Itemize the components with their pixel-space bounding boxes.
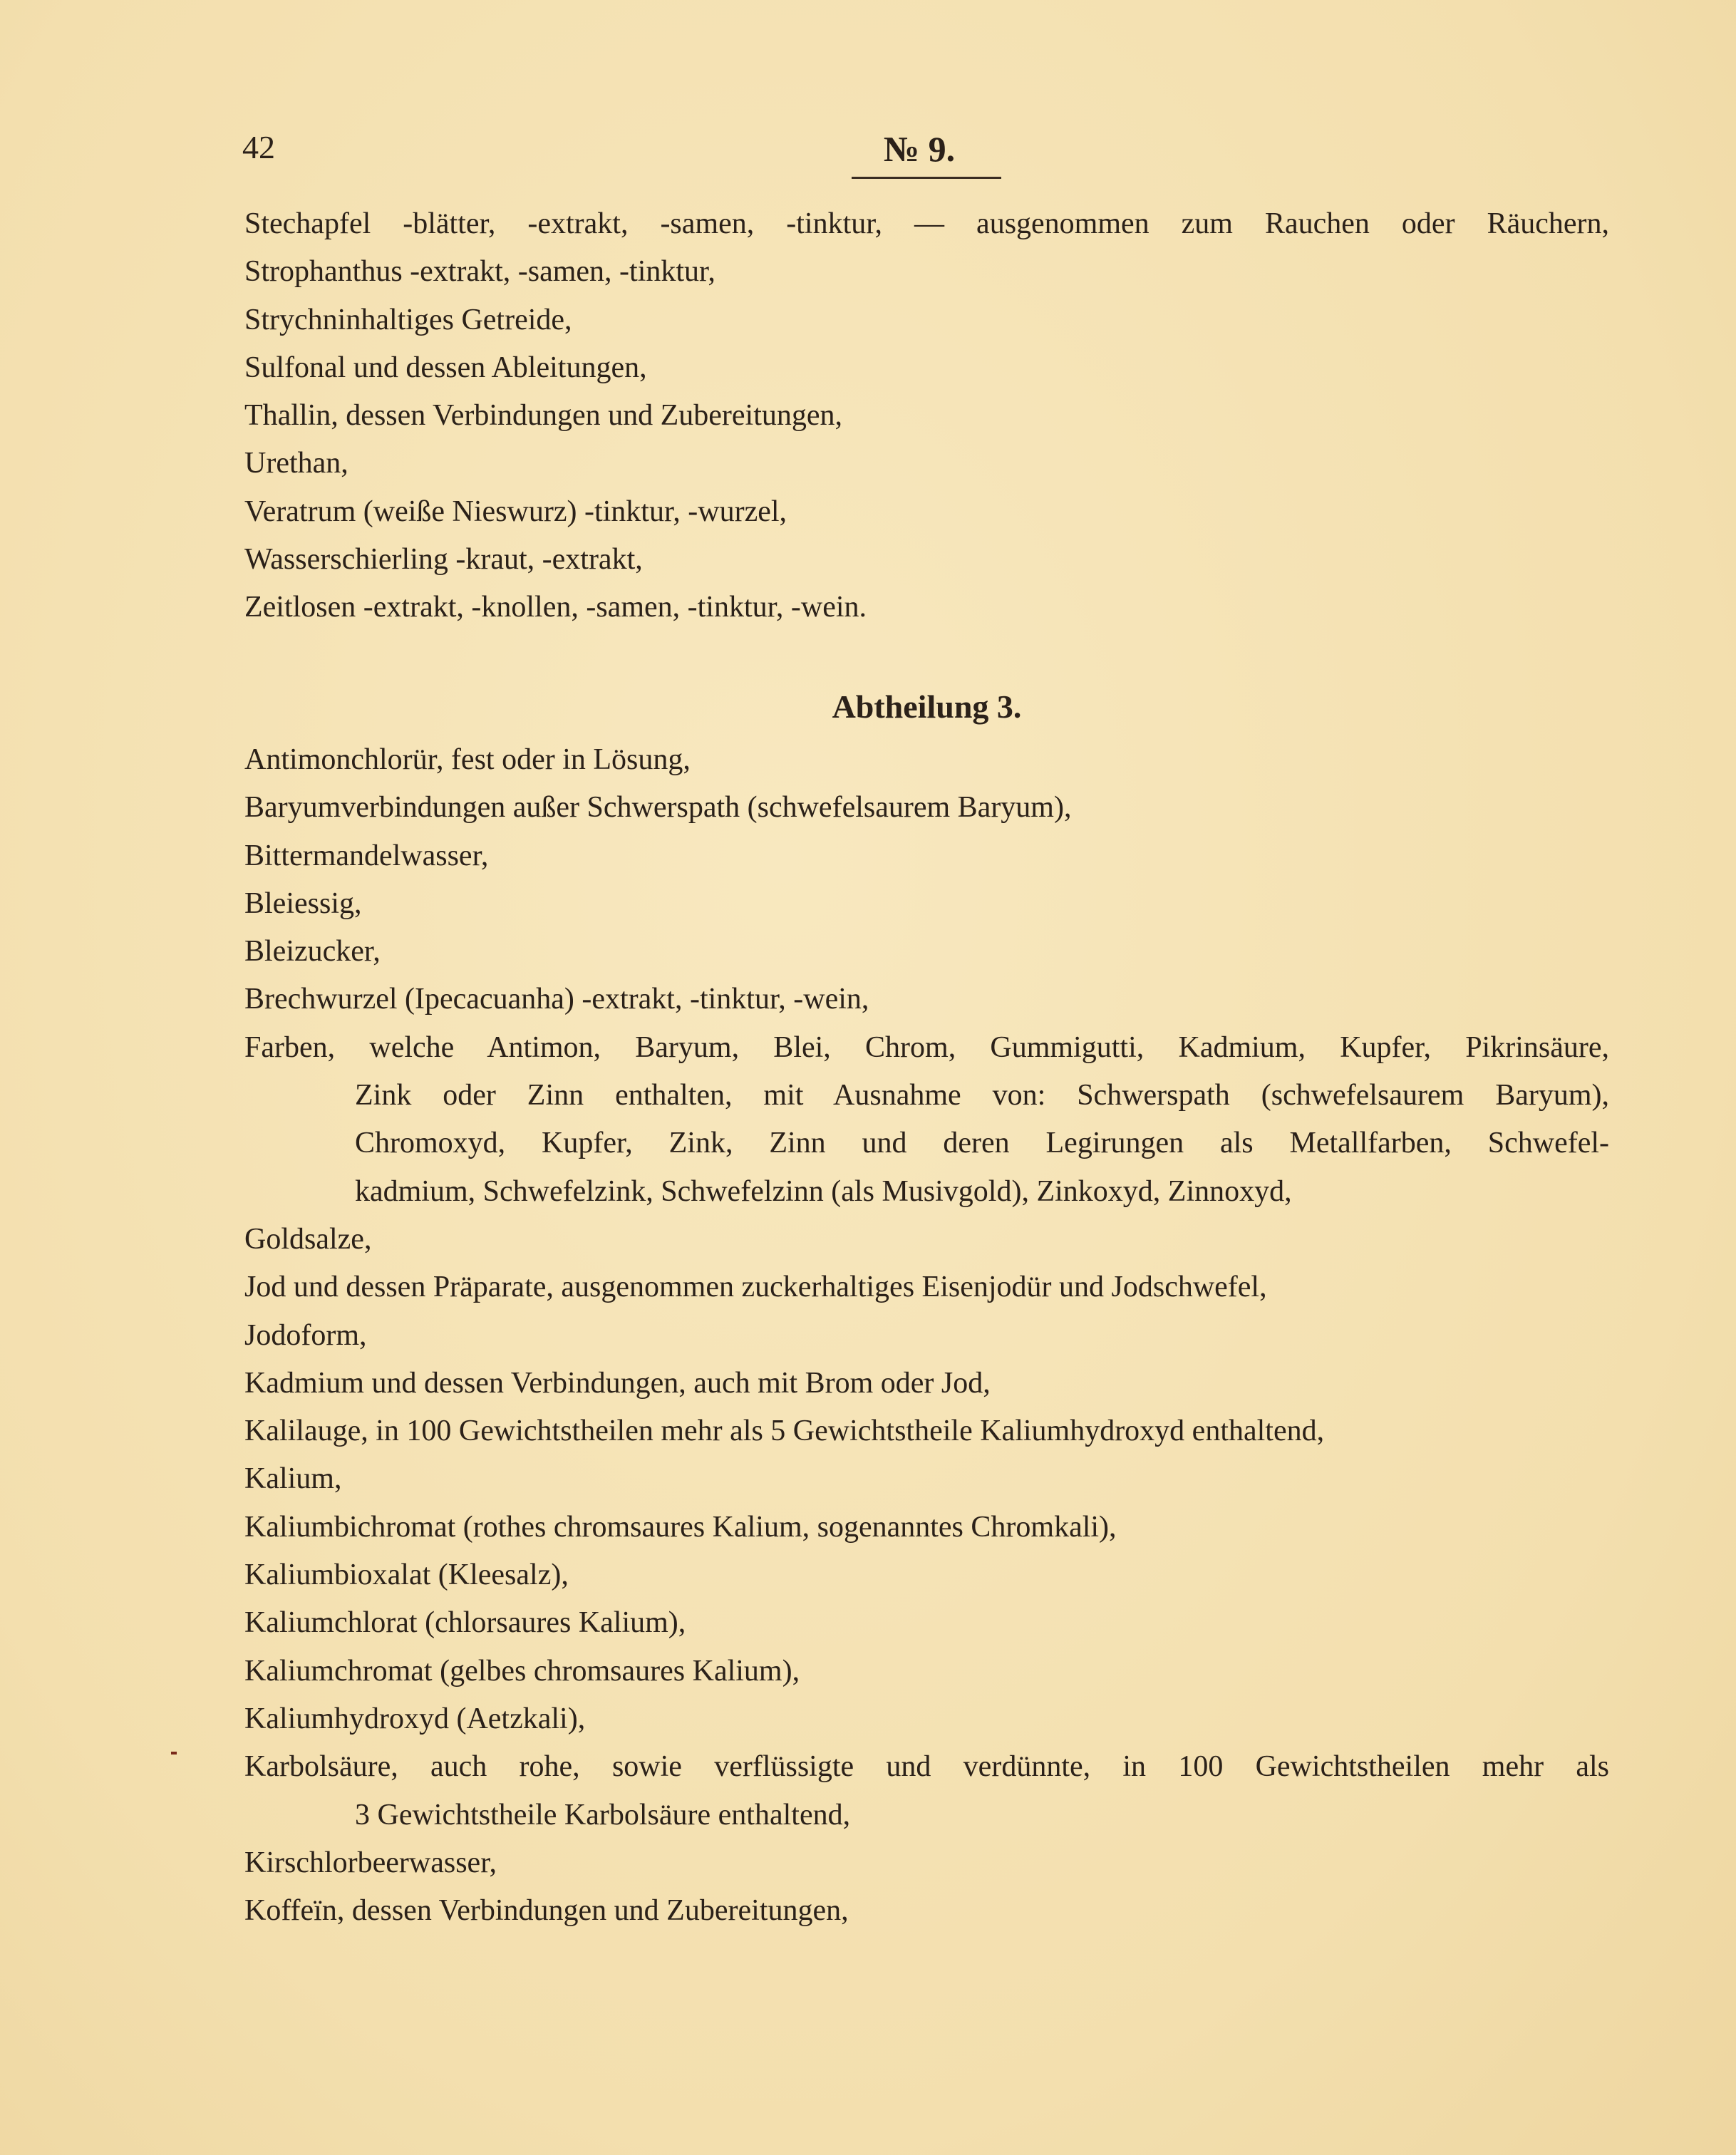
header-rule xyxy=(852,177,1001,179)
list-item: Kalium, xyxy=(244,1462,342,1496)
list-item-continuation: 3 Gewichtstheile Karbolsäure enthaltend, xyxy=(355,1798,851,1831)
list-item: Strychninhaltiges Getreide, xyxy=(244,303,572,336)
list-item: Kaliumhydroxyd (Aetzkali), xyxy=(244,1702,586,1735)
list-item: Jodoform, xyxy=(244,1318,367,1352)
list-item: Bleizucker, xyxy=(244,935,381,968)
list-item-continuation: kadmium, Schwefelzink, Schwefelzinn (als Musivgold), Zinkoxyd, Zinnoxyd, xyxy=(355,1174,1292,1208)
list-item: Jod und dessen Präparate, ausgenommen zuckerhaltiges Eisenjodür und Jodschwefel, xyxy=(244,1271,1267,1304)
section-1-list xyxy=(244,200,1609,632)
list-item: Urethan, xyxy=(244,447,348,480)
list-item: Stechapfel -blätter, -extrakt, -samen, -tinktur, — ausgenommen zum Rauchen oder Räuchern, xyxy=(244,207,1609,240)
list-item: Kaliumchlorat (chlorsaures Kalium), xyxy=(244,1606,686,1640)
list-item: Karbolsäure, auch rohe, sowie verflüssigte und verdünnte, in 100 Gewichtstheilen mehr als xyxy=(244,1750,1609,1784)
list-item-continuation: Zink oder Zinn enthalten, mit Ausnahme von: Schwerspath (schwefelsaurem Baryum), xyxy=(355,1079,1609,1112)
list-item: Brechwurzel (Ipecacuanha) -extrakt, -tinktur, -wein, xyxy=(244,983,869,1016)
list-item: Antimonchlorür, fest oder in Lösung, xyxy=(244,743,691,776)
list-item: Veratrum (weiße Nieswurz) -tinktur, -wurzel, xyxy=(244,495,787,528)
section-3-list xyxy=(244,736,1609,1935)
list-item: Farben, welche Antimon, Baryum, Blei, Chrom, Gummigutti, Kadmium, Kupfer, Pikrinsäure, xyxy=(244,1030,1609,1064)
list-item-continuation: Chromoxyd, Kupfer, Zink, Zinn und deren Legirungen als Metallfarben, Schwefel- xyxy=(355,1127,1609,1160)
list-item: Kaliumbioxalat (Kleesalz), xyxy=(244,1559,569,1592)
list-item: Wasserschierling -kraut, -extrakt, xyxy=(244,543,643,577)
issue-number: № 9. xyxy=(883,129,956,169)
list-item: Kadmium und dessen Verbindungen, auch mit Brom oder Jod, xyxy=(244,1366,991,1400)
page-number: 42 xyxy=(242,129,275,165)
list-item: Bleiessig, xyxy=(244,887,362,920)
list-item: Sulfonal und dessen Ableitungen, xyxy=(244,351,647,384)
list-item: Thallin, dessen Verbindungen und Zubereitungen, xyxy=(244,399,843,433)
section-heading: Abtheilung 3. xyxy=(832,688,1022,725)
list-item: Baryumverbindungen außer Schwerspath (schwefelsaurem Baryum), xyxy=(244,791,1072,825)
list-item: Zeitlosen -extrakt, -knollen, -samen, -tinktur, -wein. xyxy=(244,591,867,624)
list-item: Kalilauge, in 100 Gewichtstheilen mehr als 5 Gewichtstheile Kaliumhydroxyd enthaltend, xyxy=(244,1415,1325,1448)
ink-mark xyxy=(171,1752,177,1755)
list-item: Bittermandelwasser, xyxy=(244,839,489,872)
list-item: Strophanthus -extrakt, -samen, -tinktur, xyxy=(244,255,715,289)
list-item: Kirschlorbeerwasser, xyxy=(244,1846,497,1879)
list-item: Kaliumchromat (gelbes chromsaures Kalium), xyxy=(244,1654,800,1688)
list-item: Goldsalze, xyxy=(244,1222,372,1256)
list-item: Koffeïn, dessen Verbindungen und Zubereitungen, xyxy=(244,1894,849,1928)
list-item: Kaliumbichromat (rothes chromsaures Kalium, sogenanntes Chromkali), xyxy=(244,1510,1117,1544)
